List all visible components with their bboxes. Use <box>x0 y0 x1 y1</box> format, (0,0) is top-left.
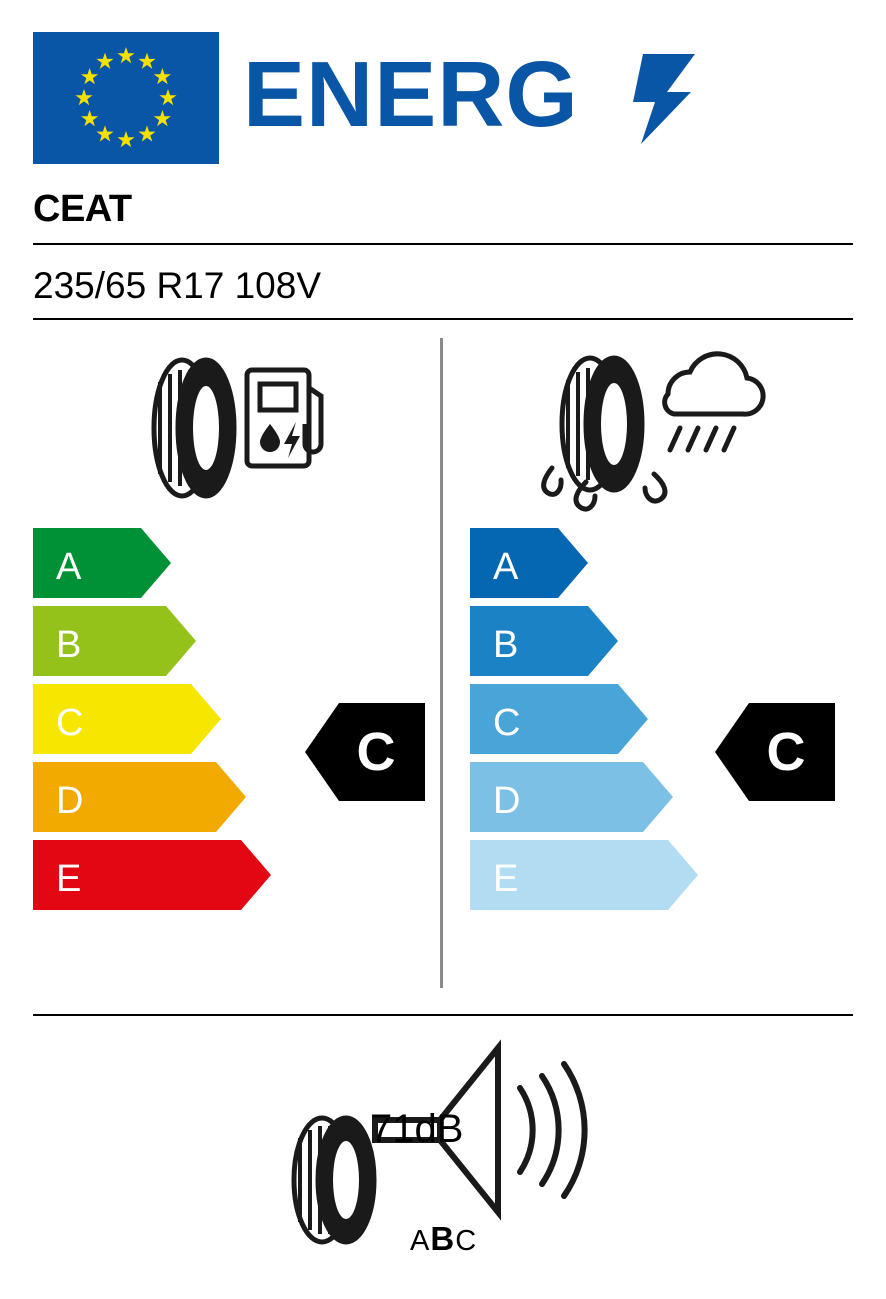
fuel-grade-scale <box>33 528 273 918</box>
wet-grip-icon <box>528 348 763 513</box>
svg-text:ENERG: ENERG <box>243 48 579 146</box>
noise-class-a: A <box>410 1225 431 1257</box>
grade-row-e <box>33 840 273 918</box>
fuel-efficiency-icon <box>120 348 330 508</box>
grade-letter-a: A <box>56 546 82 588</box>
noise-db-value: 71dB <box>370 1107 464 1151</box>
grade-letter-d: D <box>56 780 84 822</box>
brand-name: CEAT <box>33 188 132 230</box>
eu-flag-icon <box>33 32 219 164</box>
grade-row-a <box>33 528 273 606</box>
grade-letter-b: B <box>56 624 82 666</box>
grade-letter-a: A <box>493 546 519 588</box>
divider-bottom <box>33 1014 853 1016</box>
grade-row-c <box>470 684 700 762</box>
grade-letter-e: E <box>56 858 82 900</box>
grade-row-e <box>470 840 700 918</box>
grade-row-c <box>33 684 273 762</box>
grade-letter-e: E <box>493 858 519 900</box>
divider-top <box>33 243 853 245</box>
grade-letter-c: C <box>56 702 84 744</box>
vertical-divider <box>440 338 443 988</box>
grade-row-d <box>33 762 273 840</box>
fuel-result-letter: C <box>356 722 396 782</box>
grade-letter-d: D <box>493 780 521 822</box>
grade-row-b <box>33 606 273 684</box>
noise-class-b: B <box>430 1220 456 1257</box>
grade-row-a <box>470 528 700 606</box>
divider-mid <box>33 318 853 320</box>
tyre-size: 235/65 R17 108V <box>33 265 322 306</box>
wet-result-badge <box>715 703 835 801</box>
grade-letter-c: C <box>493 702 521 744</box>
noise-class-scale <box>410 1222 477 1258</box>
fuel-result-badge <box>305 703 425 801</box>
grade-letter-b: B <box>493 624 519 666</box>
wet-result-letter: C <box>766 722 806 782</box>
noise-class-c: C <box>455 1225 478 1257</box>
grade-row-b <box>470 606 700 684</box>
wet-grade-scale <box>470 528 700 918</box>
grade-row-d <box>470 762 700 840</box>
energy-wordmark <box>243 48 713 148</box>
